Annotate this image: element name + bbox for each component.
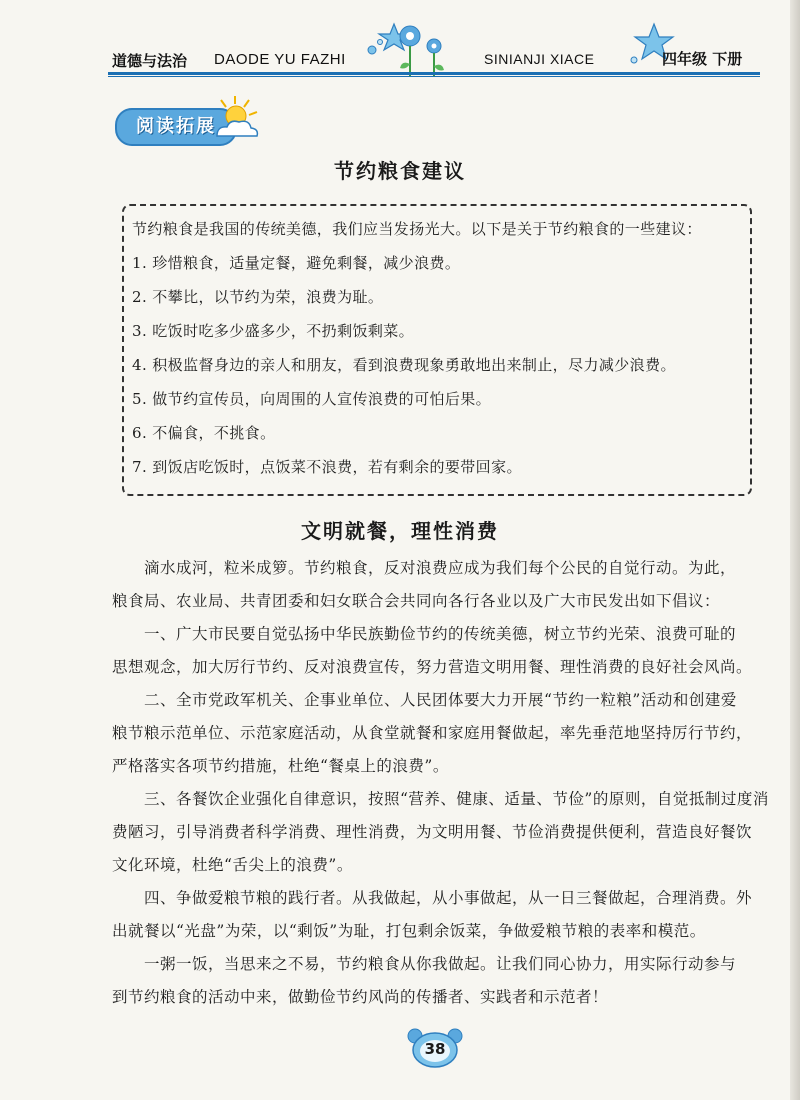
grade-title: 四年级 下册 [662,50,743,68]
page-number-badge [405,1026,465,1070]
section-badge [113,98,263,152]
subject-title: 道德与法治 [112,52,188,70]
body-line: 四、争做爱粮节粮的践行者。从我做起，从小事做起，从一日三餐做起，合理消费。外 [112,889,753,907]
box-line: 节约粮食是我国的传统美德，我们应当发扬光大。以下是关于节约粮食的一些建议： [132,220,702,238]
body-line: 粮食局、农业局、共青团委和妇女联合会共同向各行各业以及广大市民发出如下倡议： [112,592,721,610]
article2-title: 文明就餐，理性消费 [301,519,499,543]
box-line: 4. 积极监督身边的亲人和朋友，看到浪费现象勇敢地出来制止，尽力减少浪费。 [132,356,676,374]
box-line: 5. 做节约宣传员，向周围的人宣传浪费的可怕后果。 [132,390,492,408]
body-line: 出就餐以“光盘”为荣，以“剩饭”为耻，打包剩余饭菜，争做爱粮节粮的表率和模范。 [112,922,706,940]
body-line: 费陋习，引导消费者科学消费、理性消费，为文明用餐、节俭消费提供便利，营造良好餐饮 [112,823,753,841]
sun-cloud-icon [209,92,265,148]
body-line: 粮节粮示范单位、示范家庭活动，从食堂就餐和家庭用餐做起，率先垂范地坚持厉行节约， [112,724,753,742]
header-rule [108,72,760,75]
grade-pinyin: SINIANJI XIACE [484,51,595,67]
body-line: 到节约粮食的活动中来，做勤俭节约风尚的传播者、实践者和示范者！ [112,988,609,1006]
body-line: 二、全市党政军机关、企事业单位、人民团体要大力开展“节约一粒粮”活动和创建爱 [112,691,737,709]
page-header [108,38,760,78]
flower-decoration-icon [392,20,452,78]
section-badge-label: 阅读拓展 [115,108,237,146]
body-line: 严格落实各项节约措施，杜绝“餐桌上的浪费”。 [112,757,449,775]
box-line: 7. 到饭店吃饭时，点饭菜不浪费，若有剩余的要带回家。 [132,458,522,476]
body-line: 滴水成河，粒米成箩。节约粮食，反对浪费应成为我们每个公民的自觉行动。为此， [112,559,737,577]
box-line: 3. 吃饭时吃多少盛多少，不扔剩饭剩菜。 [132,322,415,340]
box-line: 6. 不偏食，不挑食。 [132,424,276,442]
page-number: 38 [424,1040,446,1058]
suggestion-box [122,204,752,496]
body-line: 一、广大市民要自觉弘扬中华民族勤俭节约的传统美德，树立节约光荣、浪费可耻的 [112,625,737,643]
box-line: 1. 珍惜粮食，适量定餐，避免剩餐，减少浪费。 [132,254,461,272]
article1-title: 节约粮食建议 [334,159,466,183]
body-line: 文化环境，杜绝“舌尖上的浪费”。 [112,856,353,874]
subject-pinyin: DAODE YU FAZHI [214,51,346,68]
body-line: 一粥一饭，当思来之不易，节约粮食从你我做起。让我们同心协力，用实际行动参与 [112,955,737,973]
body-line: 思想观念，加大厉行节约、反对浪费宣传，努力营造文明用餐、理性消费的良好社会风尚。 [112,658,753,676]
box-line: 2. 不攀比，以节约为荣，浪费为耻。 [132,288,384,306]
body-line: 三、各餐饮企业强化自律意识，按照“营养、健康、适量、节俭”的原则，自觉抵制过度消 [112,790,769,808]
header-rule-thin [108,76,760,77]
